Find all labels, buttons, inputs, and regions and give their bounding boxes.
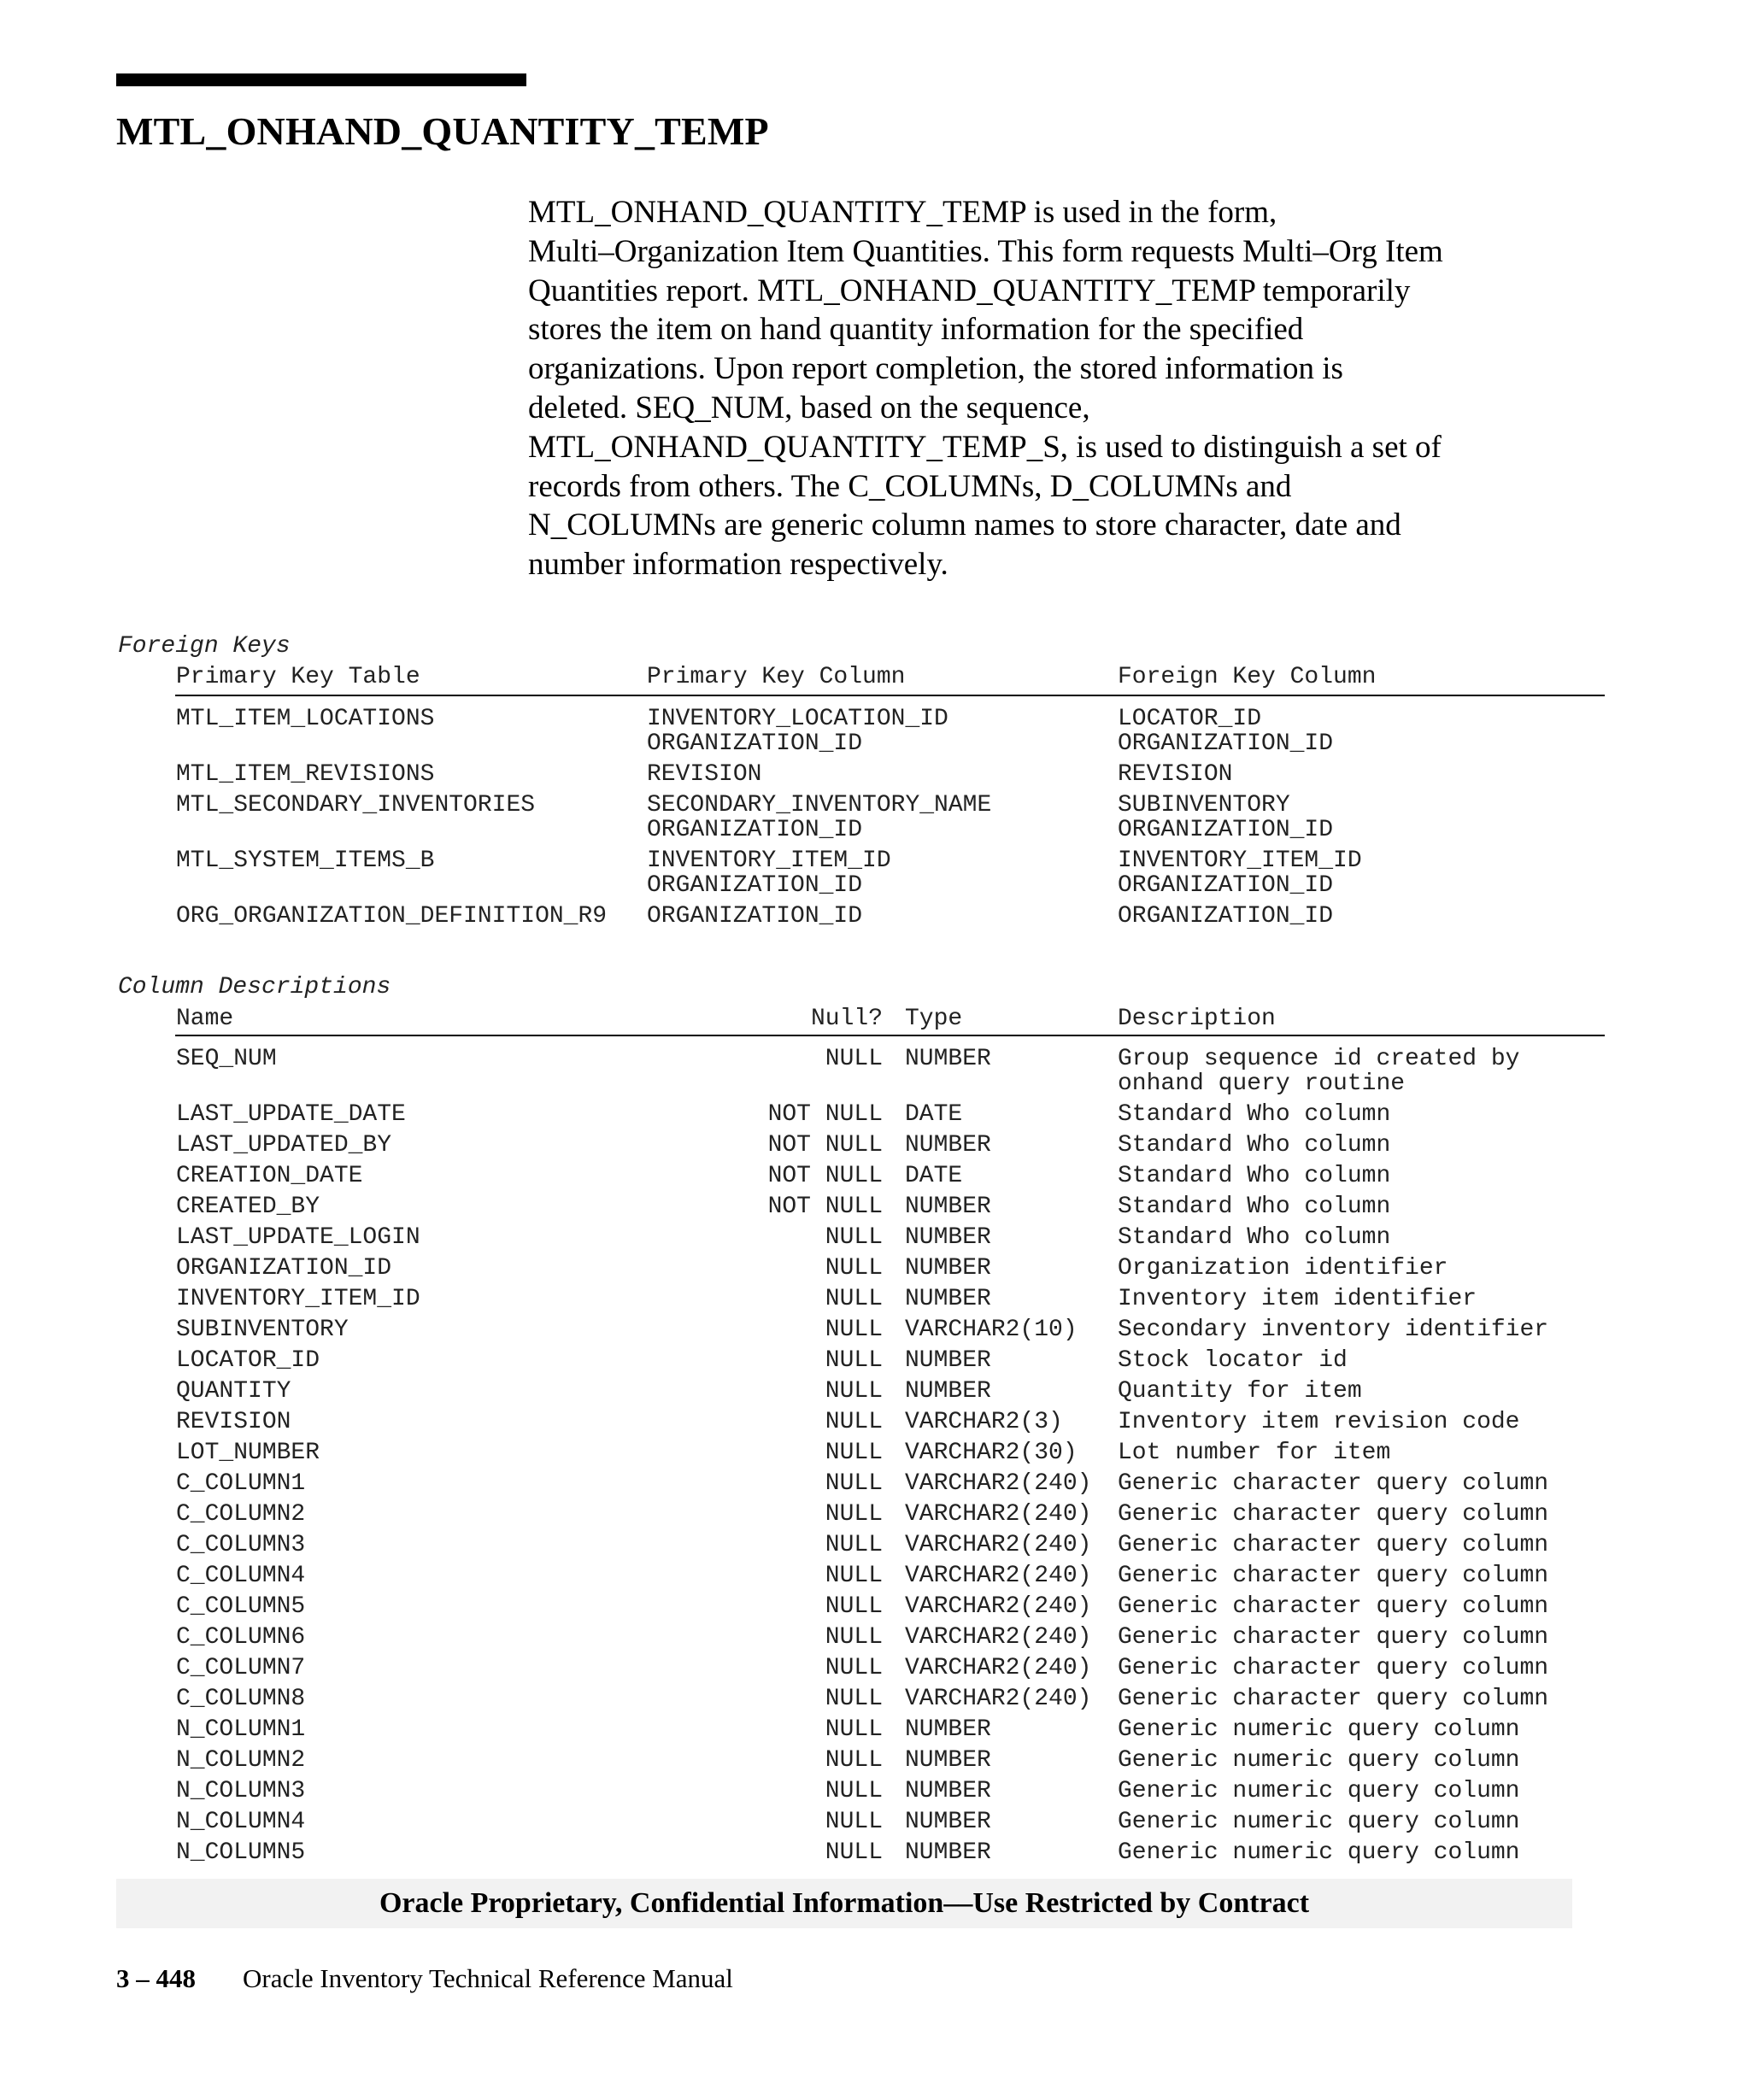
column-type: VARCHAR2(240) [905, 1501, 1092, 1528]
column-row [0, 1594, 1750, 1619]
page-number: 3 – 448 [116, 1963, 196, 1993]
fk-foreign-key-column-line: REVISION [1118, 761, 1233, 788]
page-title: MTL_ONHAND_QUANTITY_TEMP [116, 109, 769, 153]
intro-line: MTL_ONHAND_QUANTITY_TEMP_S, is used to distinguish a set of [528, 429, 1442, 465]
column-description [1118, 1625, 1548, 1650]
column-description-line: Standard Who column [1118, 1101, 1391, 1128]
column-row [0, 1625, 1750, 1650]
column-name: LOT_NUMBER [176, 1440, 320, 1466]
column-row [0, 1840, 1750, 1865]
column-name: ORGANIZATION_ID [176, 1255, 392, 1282]
header-null: Null? [810, 1006, 883, 1032]
column-description-line: Generic character query column [1118, 1470, 1549, 1497]
column-null: NULL [825, 1624, 883, 1651]
column-null: NULL [825, 1778, 883, 1804]
column-null: NULL [825, 1593, 883, 1620]
column-row [0, 1164, 1750, 1188]
intro-line: N_COLUMNs are generic column names to store character, date and [528, 507, 1401, 543]
column-null: NOT NULL [767, 1194, 883, 1220]
fk-foreign-key-column [1118, 762, 1232, 787]
column-row [0, 1317, 1750, 1342]
fk-primary-key-column-line: ORGANIZATION_ID [647, 817, 863, 843]
column-row [0, 1440, 1750, 1465]
column-description [1118, 1317, 1548, 1342]
fk-primary-key-column-line: INVENTORY_LOCATION_ID [647, 706, 948, 732]
column-row [0, 1471, 1750, 1496]
column-description-line: Group sequence id created by [1118, 1046, 1520, 1072]
column-name: C_COLUMN7 [176, 1655, 306, 1681]
column-null: NULL [825, 1470, 883, 1497]
intro-line: Quantities report. MTL_ONHAND_QUANTITY_TEMP temporarily [528, 273, 1411, 308]
column-row [0, 1656, 1750, 1681]
column-type: NUMBER [905, 1224, 991, 1251]
header-name: Name [176, 1006, 234, 1032]
column-name: N_COLUMN2 [176, 1747, 306, 1774]
foreign-keys-header-row [0, 665, 1750, 695]
column-name: N_COLUMN3 [176, 1778, 306, 1804]
fk-primary-key-column-line: ORGANIZATION_ID [647, 872, 863, 899]
column-description [1118, 1563, 1548, 1588]
column-row [0, 1379, 1750, 1404]
column-name: N_COLUMN1 [176, 1716, 306, 1743]
column-description-line: Stock locator id [1118, 1347, 1348, 1374]
foreign-keys-label: Foreign Keys [118, 633, 291, 660]
column-name: C_COLUMN2 [176, 1501, 306, 1528]
column-type: NUMBER [905, 1716, 991, 1743]
column-row [0, 1256, 1750, 1281]
column-type: NUMBER [905, 1839, 991, 1866]
fk-foreign-key-column-line: ORGANIZATION_ID [1118, 872, 1334, 899]
fk-primary-key-column-line: SECONDARY_INVENTORY_NAME [647, 792, 992, 818]
column-null: NOT NULL [767, 1163, 883, 1189]
header-primary-key-table: Primary Key Table [176, 664, 420, 690]
column-row [0, 1194, 1750, 1219]
fk-primary-key-column-line: ORGANIZATION_ID [647, 730, 863, 757]
column-name: C_COLUMN5 [176, 1593, 306, 1620]
column-description-line: onhand query routine [1118, 1071, 1406, 1097]
top-rule [116, 73, 526, 86]
fk-primary-key-table: MTL_ITEM_LOCATIONS [176, 706, 435, 732]
column-type: NUMBER [905, 1778, 991, 1804]
column-row [0, 1348, 1750, 1373]
column-description-line: Generic character query column [1118, 1686, 1549, 1712]
column-description [1118, 1047, 1519, 1096]
fk-primary-key-column [647, 707, 948, 756]
column-null: NULL [825, 1440, 883, 1466]
column-row [0, 1717, 1750, 1742]
column-description [1118, 1410, 1519, 1434]
column-row [0, 1102, 1750, 1127]
column-description [1118, 1164, 1390, 1188]
column-null: NULL [825, 1046, 883, 1072]
column-name: CREATION_DATE [176, 1163, 363, 1189]
column-description-line: Generic character query column [1118, 1532, 1549, 1558]
column-name: C_COLUMN4 [176, 1563, 306, 1589]
column-description-line: Standard Who column [1118, 1194, 1391, 1220]
intro-line: MTL_ONHAND_QUANTITY_TEMP is used in the form, [528, 195, 1277, 230]
column-description-line: Secondary inventory identifier [1118, 1317, 1549, 1343]
fk-primary-key-column [647, 848, 891, 898]
column-name: LAST_UPDATE_DATE [176, 1101, 406, 1128]
column-description [1118, 1287, 1477, 1311]
header-type: Type [905, 1006, 963, 1032]
column-null: NULL [825, 1317, 883, 1343]
foreign-keys-header-rule [175, 695, 1605, 696]
column-description-line: Standard Who column [1118, 1163, 1391, 1189]
column-type: NUMBER [905, 1046, 991, 1072]
column-description [1118, 1748, 1519, 1773]
column-null: NULL [825, 1563, 883, 1589]
column-type: VARCHAR2(3) [905, 1409, 1063, 1435]
fk-row [0, 707, 1750, 756]
column-descriptions-label: Column Descriptions [118, 974, 391, 1000]
fk-foreign-key-column [1118, 707, 1333, 756]
column-null: NULL [825, 1501, 883, 1528]
column-description-line: Organization identifier [1118, 1255, 1448, 1282]
intro-line: Multi–Organization Item Quantities. This form requests Multi–Org Item [528, 233, 1443, 269]
fk-primary-key-column-line: INVENTORY_ITEM_ID [647, 848, 891, 874]
column-type: VARCHAR2(240) [905, 1563, 1092, 1589]
column-description [1118, 1256, 1448, 1281]
intro-line: deleted. SEQ_NUM, based on the sequence, [528, 390, 1090, 425]
column-description-line: Standard Who column [1118, 1132, 1391, 1159]
column-row [0, 1410, 1750, 1434]
column-null: NULL [825, 1716, 883, 1743]
column-null: NULL [825, 1286, 883, 1312]
column-description [1118, 1440, 1390, 1465]
column-description-line: Standard Who column [1118, 1224, 1391, 1251]
fk-primary-key-table: ORG_ORGANIZATION_DEFINITION_R9 [176, 903, 608, 930]
column-null: NULL [825, 1747, 883, 1774]
footer-band [116, 1879, 1572, 1928]
column-name: LOCATOR_ID [176, 1347, 320, 1374]
column-type: VARCHAR2(240) [905, 1686, 1092, 1712]
column-name: LAST_UPDATED_BY [176, 1132, 392, 1159]
column-type: NUMBER [905, 1747, 991, 1774]
intro-paragraph [528, 193, 1639, 584]
column-type: NUMBER [905, 1347, 991, 1374]
fk-row [0, 904, 1750, 929]
column-null: NULL [825, 1255, 883, 1282]
column-description [1118, 1379, 1362, 1404]
column-description-line: Generic numeric query column [1118, 1747, 1520, 1774]
header-foreign-key-column: Foreign Key Column [1118, 664, 1377, 690]
column-description-line: Generic character query column [1118, 1655, 1549, 1681]
fk-foreign-key-column-line: INVENTORY_ITEM_ID [1118, 848, 1362, 874]
column-name: C_COLUMN6 [176, 1624, 306, 1651]
confidential-notice: Oracle Proprietary, Confidential Information––Use Restricted by Contract [379, 1887, 1310, 1919]
column-type: NUMBER [905, 1378, 991, 1405]
column-row [0, 1047, 1750, 1096]
column-description-line: Quantity for item [1118, 1378, 1362, 1405]
fk-primary-key-column [647, 762, 761, 787]
column-type: NUMBER [905, 1255, 991, 1282]
column-name: INVENTORY_ITEM_ID [176, 1286, 420, 1312]
column-description [1118, 1348, 1348, 1373]
column-description-line: Generic character query column [1118, 1563, 1549, 1589]
column-description [1118, 1840, 1519, 1865]
fk-foreign-key-column [1118, 848, 1362, 898]
column-name: N_COLUMN4 [176, 1809, 306, 1835]
column-description [1118, 1594, 1548, 1619]
column-description [1118, 1686, 1548, 1711]
intro-line: records from others. The C_COLUMNs, D_COLUMNs and [528, 468, 1292, 504]
column-row [0, 1287, 1750, 1311]
intro-line: number information respectively. [528, 547, 948, 583]
column-row [0, 1533, 1750, 1557]
column-row [0, 1225, 1750, 1250]
column-null: NOT NULL [767, 1101, 883, 1128]
column-description-line: Generic character query column [1118, 1501, 1549, 1528]
column-description-line: Generic character query column [1118, 1593, 1549, 1620]
column-type: VARCHAR2(240) [905, 1624, 1092, 1651]
fk-row [0, 793, 1750, 842]
fk-foreign-key-column-line: ORGANIZATION_ID [1118, 730, 1334, 757]
column-null: NULL [825, 1224, 883, 1251]
column-name: SUBINVENTORY [176, 1317, 349, 1343]
column-row [0, 1563, 1750, 1588]
fk-row [0, 848, 1750, 898]
column-null: NULL [825, 1809, 883, 1835]
column-description [1118, 1225, 1390, 1250]
columns-header-row [0, 1006, 1750, 1037]
fk-foreign-key-column-line: LOCATOR_ID [1118, 706, 1262, 732]
column-row [0, 1779, 1750, 1804]
column-description-line: Inventory item revision code [1118, 1409, 1520, 1435]
column-description [1118, 1471, 1548, 1496]
column-type: NUMBER [905, 1194, 991, 1220]
column-null: NULL [825, 1532, 883, 1558]
column-description [1118, 1502, 1548, 1527]
column-row [0, 1686, 1750, 1711]
column-row [0, 1133, 1750, 1158]
intro-line: stores the item on hand quantity information for the specified [528, 312, 1304, 348]
fk-foreign-key-column [1118, 793, 1333, 842]
fk-row [0, 762, 1750, 787]
intro-line: organizations. Upon report completion, the stored information is [528, 351, 1343, 387]
fk-foreign-key-column-line: ORGANIZATION_ID [1118, 903, 1334, 930]
column-null: NOT NULL [767, 1132, 883, 1159]
column-name: QUANTITY [176, 1378, 291, 1405]
fk-primary-key-table: MTL_ITEM_REVISIONS [176, 761, 435, 788]
manual-title: Oracle Inventory Technical Reference Manual [243, 1963, 733, 1993]
fk-primary-key-column-line: ORGANIZATION_ID [647, 903, 863, 930]
column-type: NUMBER [905, 1286, 991, 1312]
column-description-line: Generic numeric query column [1118, 1809, 1520, 1835]
column-description [1118, 1133, 1390, 1158]
column-type: VARCHAR2(240) [905, 1593, 1092, 1620]
column-null: NULL [825, 1686, 883, 1712]
column-type: NUMBER [905, 1809, 991, 1835]
column-description-line: Lot number for item [1118, 1440, 1391, 1466]
column-name: SEQ_NUM [176, 1046, 277, 1072]
column-row [0, 1748, 1750, 1773]
column-description-line: Generic numeric query column [1118, 1778, 1520, 1804]
header-description: Description [1118, 1006, 1276, 1032]
column-description [1118, 1102, 1390, 1127]
fk-foreign-key-column-line: ORGANIZATION_ID [1118, 817, 1334, 843]
column-null: NULL [825, 1409, 883, 1435]
column-row [0, 1502, 1750, 1527]
fk-primary-key-column-line: REVISION [647, 761, 762, 788]
column-description [1118, 1533, 1548, 1557]
fk-primary-key-table: MTL_SECONDARY_INVENTORIES [176, 792, 536, 818]
column-description-line: Generic numeric query column [1118, 1839, 1520, 1866]
column-type: DATE [905, 1101, 963, 1128]
column-description [1118, 1810, 1519, 1834]
fk-primary-key-column [647, 793, 991, 842]
column-type: VARCHAR2(30) [905, 1440, 1078, 1466]
column-description [1118, 1194, 1390, 1219]
column-type: VARCHAR2(240) [905, 1470, 1092, 1497]
column-null: NULL [825, 1839, 883, 1866]
column-name: REVISION [176, 1409, 291, 1435]
columns-header-rule [175, 1035, 1605, 1036]
column-description-line: Generic character query column [1118, 1624, 1549, 1651]
column-null: NULL [825, 1655, 883, 1681]
column-null: NULL [825, 1347, 883, 1374]
column-name: C_COLUMN1 [176, 1470, 306, 1497]
column-description [1118, 1656, 1548, 1681]
column-description [1118, 1779, 1519, 1804]
column-null: NULL [825, 1378, 883, 1405]
column-row [0, 1810, 1750, 1834]
column-type: VARCHAR2(10) [905, 1317, 1078, 1343]
column-type: VARCHAR2(240) [905, 1655, 1092, 1681]
column-name: LAST_UPDATE_LOGIN [176, 1224, 420, 1251]
column-name: C_COLUMN3 [176, 1532, 306, 1558]
column-description-line: Generic numeric query column [1118, 1716, 1520, 1743]
fk-primary-key-table: MTL_SYSTEM_ITEMS_B [176, 848, 435, 874]
fk-foreign-key-column-line: SUBINVENTORY [1118, 792, 1290, 818]
column-name: N_COLUMN5 [176, 1839, 306, 1866]
header-primary-key-column: Primary Key Column [647, 664, 906, 690]
fk-primary-key-column [647, 904, 862, 929]
column-description-line: Inventory item identifier [1118, 1286, 1477, 1312]
column-type: DATE [905, 1163, 963, 1189]
column-name: CREATED_BY [176, 1194, 320, 1220]
column-type: VARCHAR2(240) [905, 1532, 1092, 1558]
column-type: NUMBER [905, 1132, 991, 1159]
column-name: C_COLUMN8 [176, 1686, 306, 1712]
column-description [1118, 1717, 1519, 1742]
fk-foreign-key-column [1118, 904, 1333, 929]
